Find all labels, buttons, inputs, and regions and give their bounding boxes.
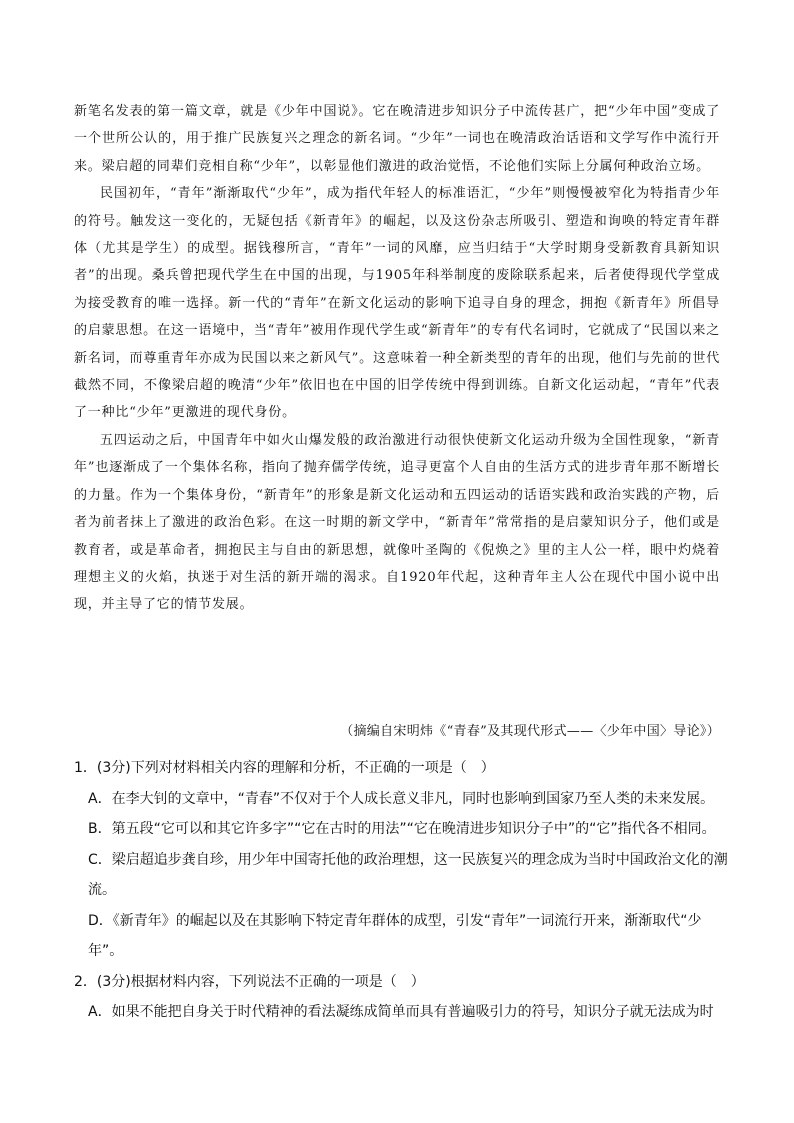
reading-passage bbox=[74, 98, 720, 619]
question-list bbox=[74, 753, 734, 1028]
answer-option-a: A．在李大钊的文章中，“青春”不仅对于个人成长意义非凡，同时也影响到国家乃至人类的未来发展。 bbox=[88, 790, 715, 807]
passage-source: （摘编自宋明炜《“青春”及其现代形式——〈少年中国〉导论》） bbox=[340, 724, 720, 739]
passage-paragraph: 新笔名发表的第一篇文章，就是《少年中国说》。它在晚清进步知识分子中流传甚广，把“少年中国”变成了一个世所公认的，用于推广民族复兴之理念的新名词。“少年”一词也在晚清政治话语和文学写作中流行开来。梁启超的同辈们竞相自称“少年”，以彰显他们激进的政治觉悟，不论他们实际上分属何种政治立场。 bbox=[74, 104, 720, 174]
answer-option-d: D．《新青年》的崛起以及在其影响下特定青年群体的成型，引发“青年”一词流行开来，渐渐取代“少年”。 bbox=[88, 912, 702, 959]
answer-option-a: A．如果不能把自身关于时代精神的看法凝练成简单而具有普遍吸引力的符号，知识分子就无法成为时 bbox=[88, 1004, 714, 1020]
question-stem: 1．(3分)下列对材料相关内容的理解和分析，不正确的一项是（ ） bbox=[74, 760, 495, 776]
question-block bbox=[74, 967, 734, 1028]
answer-option-b: B．第五段“它可以和其它许多字”“它在古时的用法”“它在晚清进步知识分子中”的“它”指代各不相同。 bbox=[88, 821, 716, 837]
answer-option-c: C．梁启超追步龚自珍，用少年中国寄托他的政治理想，这一民族复兴的理念成为当时中国政治文化的潮流。 bbox=[88, 851, 728, 898]
question-stem: 2．(3分)根据材料内容，下列说法不正确的一项是（ ） bbox=[74, 973, 425, 990]
passage-paragraph: 民国初年，“青年”渐渐取代“少年”，成为指代年轻人的标准语汇，“少年”则慢慢被窄化为特指青少年的符号。触发这一变化的，无疑包括《新青年》的崛起，以及这份杂志所吸引、塑造和询唤的特定青年群体（尤其是学生）的成型。据钱穆所言，“青年”一词的风靡，应当归结于“大学时期身受新教育具新知识者”的出现。桑兵曾把现代学生在中国的出现，与1905年科举制度的废除联系起来，后者使得现代学堂成为接受教育的唯一选择。新一代的“青年”在新文化运动的影响下追寻自身的理念，拥抱《新青年》所倡导的启蒙思想。在这一语境中，当“青年”被用作现代学生或“新青年”的专有代名词时，它就成了“民国以来之新名词，而尊重青年亦成为民国以来之新风气”。这意味着一种全新类型的青年的出现，他们与先前的世代截然不同，不像梁启超的晚清“少年”依旧也在中国的旧学传统中得到训练。自新文化运动起，“青年”代表了一种比“少年”更激进的现代身份。 bbox=[74, 186, 720, 421]
passage-paragraph: 五四运动之后，中国青年中如火山爆发般的政治激进行动很快使新文化运动升级为全国性现象，“新青年”也逐渐成了一个集体名称，指向了抛弃儒学传统，追寻更富个人自由的生活方式的进步青年那不断增长的力量。作为一个集体身份，“新青年”的形象是新文化运动和五四运动的话语实践和政治实践的产物，后者为前者抹上了激进的政治色彩。在这一时期的新文学中，“新青年”常常指的是启蒙知识分子，他们或是教育者，或是革命者，拥抱民主与自由的新思想，就像叶圣陶的《倪焕之》里的主人公一样，眼中灼烧着理想主义的火焰，执迷于对生活的新开端的渴求。自1920年代起，这种青年主人公在现代中国小说中出现，并主导了它的情节发展。 bbox=[74, 432, 720, 613]
question-block bbox=[74, 753, 734, 967]
